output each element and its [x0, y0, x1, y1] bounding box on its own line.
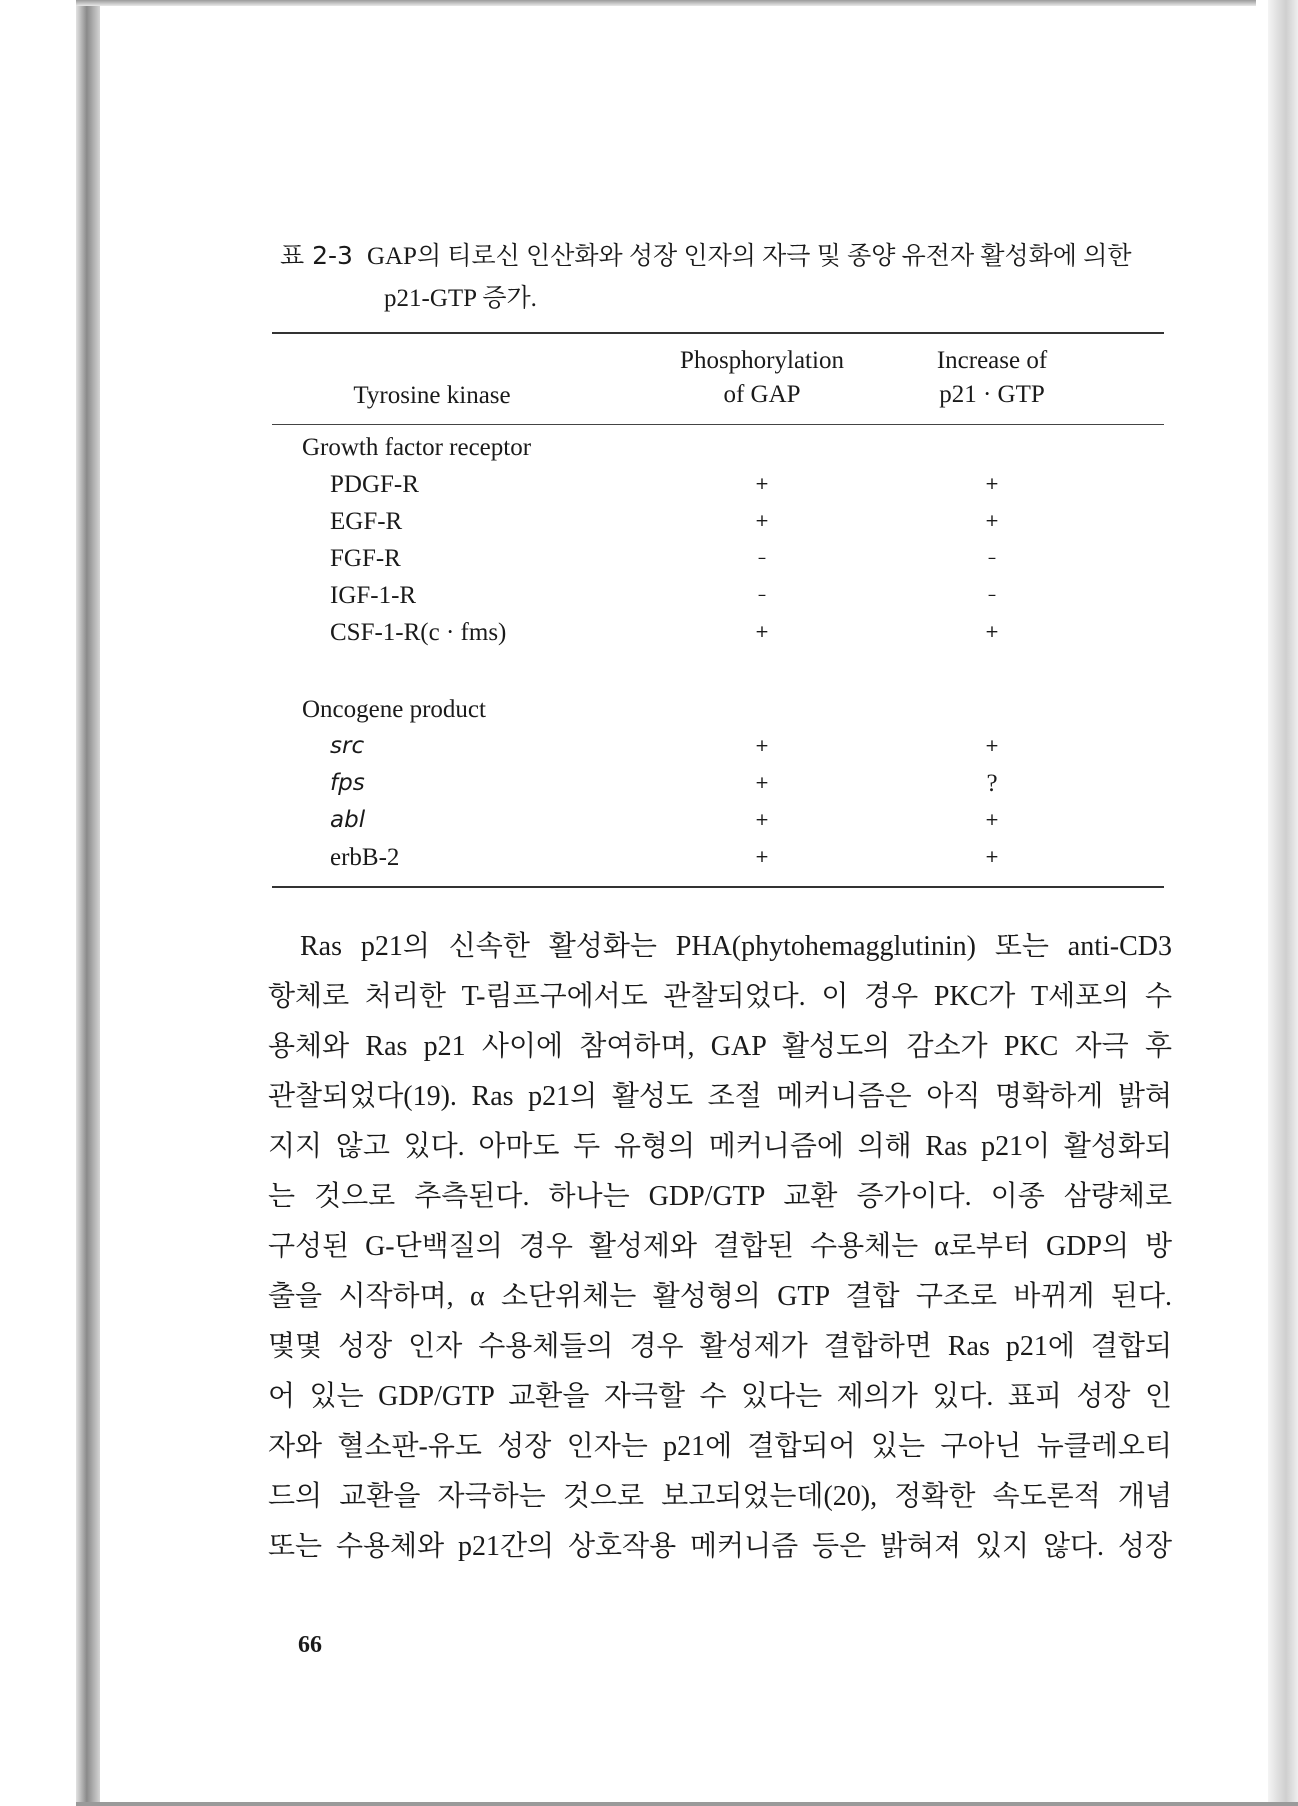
row-phos-value: + [754, 622, 770, 642]
body-line: 몇몇 성장 인자 수용체들의 경우 활성제가 결합하면 Ras p21에 결합되 [268, 1331, 1172, 1362]
row-name: CSF-1-R(c · fms) [330, 619, 507, 646]
caption-line-1: GAP의 티로신 인산화와 성장 인자의 자극 및 종양 유전자 활성화에 의한 [366, 243, 1132, 270]
table-header [272, 334, 1164, 424]
body-line: 관찰되었다(19). Ras p21의 활성도 조절 메커니즘은 아직 명확하게 밝혀 [268, 1081, 1172, 1112]
row-name: fps [330, 770, 365, 796]
row-inc-value: + [984, 847, 1000, 867]
row-inc-value: + [984, 511, 1000, 531]
header-phos-line-1: Phosphorylation [680, 347, 844, 374]
body-line: 항체로 처리한 T-림프구에서도 관찰되었다. 이 경우 PKC가 T세포의 수 [268, 981, 1172, 1012]
table-row [272, 540, 1164, 577]
row-name: erbB-2 [330, 844, 400, 871]
row-name: src [330, 733, 365, 759]
row-phos-value: – [757, 548, 767, 568]
row-phos-value: – [757, 585, 767, 605]
body-line: 구성된 G-단백질의 경우 활성제와 결합된 수용체는 α로부터 GDP의 방 [268, 1231, 1172, 1262]
group-label: Growth factor receptor [302, 434, 532, 461]
group-label: Oncogene product [302, 696, 486, 723]
table-row [272, 614, 1164, 651]
body-line: 는 것으로 추측된다. 하나는 GDP/GTP 교환 증가이다. 이종 삼량체로 [268, 1181, 1172, 1212]
row-phos-value: + [754, 773, 770, 793]
header-increase [892, 344, 1092, 412]
book-spine-shadow [76, 0, 100, 1806]
row-phos-value: + [754, 474, 770, 494]
header-inc-line-1: Increase of [936, 347, 1048, 374]
table-row [272, 577, 1164, 614]
row-phos-value: + [754, 511, 770, 531]
row-name: abl [330, 807, 366, 833]
header-inc-line-2: p21 · GTP [939, 381, 1045, 408]
body-line: 어 있는 GDP/GTP 교환을 자극할 수 있다는 제의가 있다. 표피 성장 인 [268, 1381, 1172, 1412]
page-number: 66 [298, 1632, 322, 1658]
row-inc-value: – [987, 585, 997, 605]
table-row [272, 466, 1164, 503]
book-page [100, 6, 1268, 1802]
row-name: PDGF-R [330, 471, 419, 498]
table-row [272, 802, 1164, 839]
table-row [272, 728, 1164, 765]
row-name: FGF-R [330, 545, 401, 572]
table-row [272, 503, 1164, 540]
header-phos-line-2: of GAP [723, 381, 801, 408]
body-line: 지지 않고 있다. 아마도 두 유형의 메커니즘에 의해 Ras p21이 활성화되 [268, 1131, 1172, 1162]
row-inc-value: ? [986, 770, 998, 797]
row-inc-value: + [984, 736, 1000, 756]
body-line: 용체와 Ras p21 사이에 참여하며, GAP 활성도의 감소가 PKC 자극 후 [268, 1031, 1172, 1062]
page-bottom-edge [76, 1802, 1298, 1806]
body-line: 또는 수용체와 p21간의 상호작용 메커니즘 등은 밝혀져 있지 않다. 성장 [268, 1531, 1172, 1562]
group-label-row [272, 429, 1164, 466]
body-line: 드의 교환을 자극하는 것으로 보고되었는데(20), 정확한 속도론적 개념 [268, 1481, 1172, 1512]
row-inc-value: + [984, 474, 1000, 494]
row-phos-value: + [754, 847, 770, 867]
row-inc-value: – [987, 548, 997, 568]
body-line: 출을 시작하며, α 소단위체는 활성형의 GTP 결합 구조로 바뀌게 된다. [268, 1281, 1172, 1312]
kinase-table [272, 332, 1164, 888]
row-name: EGF-R [330, 508, 403, 535]
header-tyrosine-kinase: Tyrosine kinase [353, 382, 511, 409]
header-phosphorylation [632, 344, 892, 412]
table-row [272, 839, 1164, 876]
table-body [272, 425, 1164, 886]
group-spacer [272, 651, 1164, 691]
body-paragraph [268, 922, 1172, 1572]
body-line: Ras p21의 신속한 활성화는 PHA(phytohemagglutinin) 또는 anti-CD3 [300, 931, 1172, 962]
table-caption [280, 235, 1180, 320]
table-row [272, 765, 1164, 802]
row-inc-value: + [984, 622, 1000, 642]
caption-line-2: p21-GTP 증가. [384, 285, 537, 312]
row-inc-value: + [984, 810, 1000, 830]
caption-label: 표 2-3 [280, 241, 353, 270]
table-bottom-rule [272, 886, 1164, 888]
page-right-edge [1268, 0, 1298, 1806]
row-name: IGF-1-R [330, 582, 417, 609]
row-phos-value: + [754, 810, 770, 830]
group-label-row [272, 691, 1164, 728]
body-line: 자와 혈소판-유도 성장 인자는 p21에 결합되어 있는 구아닌 뉴클레오티 [268, 1431, 1172, 1462]
row-phos-value: + [754, 736, 770, 756]
